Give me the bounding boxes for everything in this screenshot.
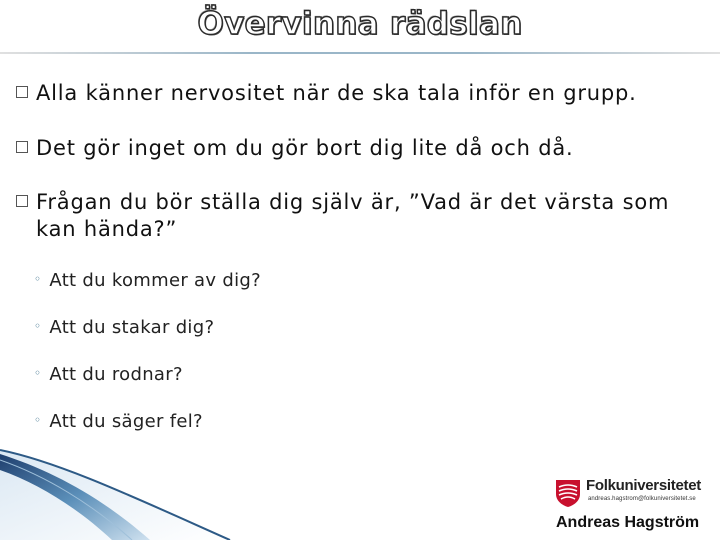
ring-bullet-icon: ◦ xyxy=(34,413,42,427)
subbullet-1 xyxy=(34,267,261,293)
bullet-3-line1: Frågan du bör ställa dig själv är, ”Vad är det värsta som xyxy=(36,190,670,214)
subbullet-1-text: Att du kommer av dig? xyxy=(49,270,261,291)
subbullet-4-text: Att du säger fel? xyxy=(49,411,203,432)
bullet-1 xyxy=(16,80,637,107)
folkuniversitetet-shield-icon xyxy=(554,478,582,508)
bullet-2 xyxy=(16,135,574,162)
ring-bullet-icon: ◦ xyxy=(34,272,42,286)
folkuniversitetet-logo xyxy=(552,476,714,538)
subbullet-4 xyxy=(34,408,203,434)
square-bullet-icon xyxy=(16,86,28,98)
subbullet-2-text: Att du stakar dig? xyxy=(49,317,215,338)
subbullet-3 xyxy=(34,361,183,387)
subbullet-2 xyxy=(34,314,214,340)
ring-bullet-icon: ◦ xyxy=(34,366,42,380)
bullet-3-line2: kan hända?” xyxy=(36,217,178,241)
bullet-2-text: Det gör inget om du gör bort dig lite då och då. xyxy=(36,136,574,160)
slide-title: Övervinna rädslan xyxy=(197,6,523,42)
presenter-name: Andreas Hagström xyxy=(556,514,700,531)
logo-org-name: Folkuniversitetet xyxy=(586,477,701,494)
square-bullet-icon xyxy=(16,141,28,153)
bullet-3 xyxy=(16,189,669,243)
subbullet-3-text: Att du rodnar? xyxy=(49,364,183,385)
title-divider xyxy=(0,52,720,54)
bullet-1-text: Alla känner nervositet när de ska tala inför en grupp. xyxy=(36,81,637,105)
square-bullet-icon xyxy=(16,195,28,207)
ring-bullet-icon: ◦ xyxy=(34,319,42,333)
logo-url: andreas.hagstrom@folkuniversitetet.se xyxy=(588,496,696,502)
decorative-swoosh xyxy=(0,448,260,540)
